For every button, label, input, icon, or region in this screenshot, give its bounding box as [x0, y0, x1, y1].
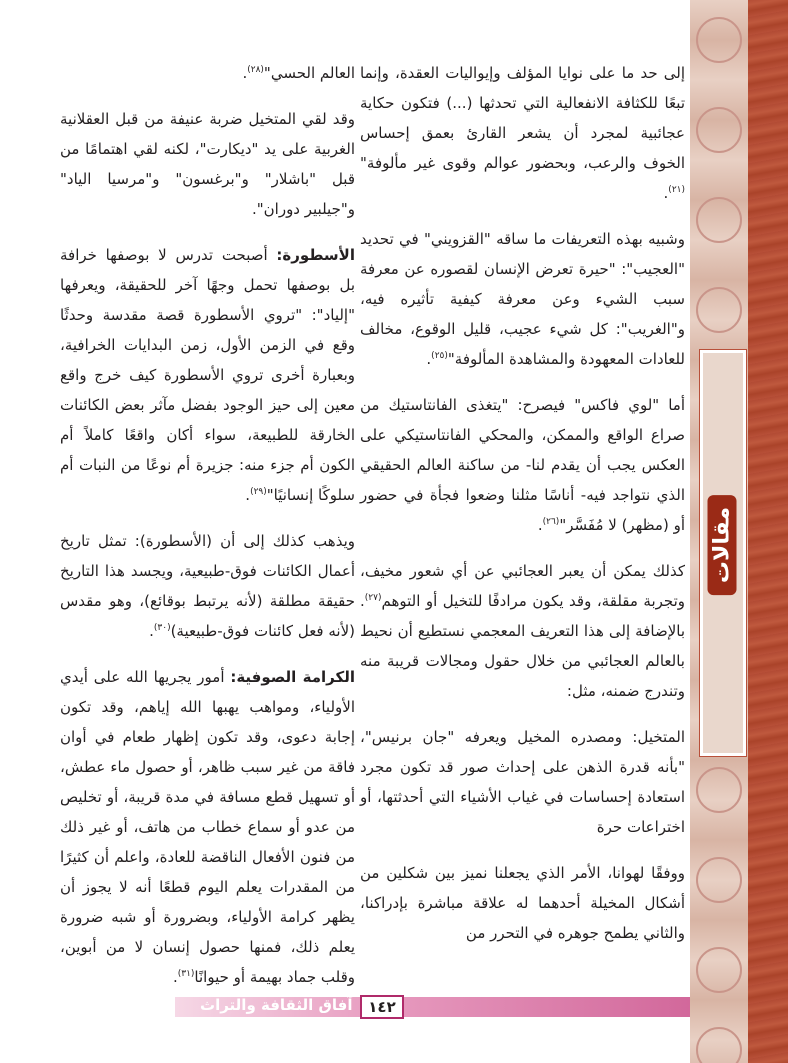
- paragraph-text: المتخيل: ومصدره المخيل ويعرفه "جان برنيس"، "بأنه قدرة الذهن على إحداث صور قد تكون مجرد استعادة إحساسات في غياب الأشياء التي أحدثتها، أو اختراعات حرة: [360, 728, 685, 836]
- page-number: ١٤٢: [360, 995, 404, 1019]
- footnote-ref: (٢٨): [247, 65, 264, 75]
- paragraph-text: وقد لقي المتخيل ضربة عنيفة من قبل العقلانية الغربية على يد "ديكارت"، لكنه لقي اهتمامًا من قبل "باشلار" و"برغسون" و"مرسيا الياد" و"جيلبير دوران".: [60, 110, 355, 218]
- footnote-ref: (٢٧): [364, 593, 382, 603]
- paragraph-text: ووفقًا لهوانا، الأمر الذي يجعلنا نميز بين شكلين من أشكال المخيلة أحدهما له علاقة مباشرة بإدراكنا، والثاني يطمح جوهره في التحرر من: [360, 864, 685, 942]
- paragraph-text: وشبيه بهذه التعريفات ما ساقه "القزويني" في تحديد "العجيب": "حيرة تعرض الإنسان لقصوره عن معرفة سبب الشيء وعن معرفة كيفية تأثيره فيه، و"الغريب": كل شيء عجيب، قليل الوقوع، مخالف للعادات المعهودة والمشاهدة المألوفة": [360, 230, 685, 368]
- paragraph-text: أما "لوي فاكس" فيصرح: "يتغذى الفانتاستيك من صراع الواقع والممكن، والمحكي الفانتاستيكي على العكس يجب أن يقدم لنا- من ساكنة العالم الحقيقي الذي نتواجد فيه- أناسًا مثلنا وضعوا فجأة في حضور أو (مظهر) لا مُفَسَّر": [360, 396, 685, 534]
- footnote-ref: (٢٩): [250, 487, 267, 497]
- paragraph: [360, 722, 685, 842]
- term-heading: الكرامة الصوفية:: [230, 668, 355, 686]
- term-heading: الأسطورة:: [276, 246, 355, 264]
- footnote-ref: (٢٥): [431, 351, 448, 361]
- paragraph-text: إلى حد ما على نوايا المؤلف وإيواليات العقدة، وإنما تبعًا للكثافة الانفعالية التي تحدثها (...) فتكون حكاية عجائبية لمجرد أن يشعر القارئ بعمق إحساس الخوف والرعب، وبحضور عوالم وقوى غير مألوفة": [360, 64, 685, 172]
- footnote-ref: (٢١): [668, 185, 685, 195]
- paragraph: الأسطورة: أصبحت تدرس لا بوصفها خرافة بل بوصفها تحمل وجهًا آخر للحقيقة، ويعرفها "إلياد": "تروي الأسطورة قصة مقدسة وحدثًا وقع في الزمن الأول، زمن البدايات الخرافية، وبعبارة أخرى تروي الأسطورة كيف خرج واقع معين إلى حيز الوجود بفضل مآثر بعض الكائنات الخارقة للطبيعة، سواء أكان واقعًا كاملاً أم الكون أم جزء منه: جزيرة أم نوعًا من النبات أم سلوكًا إنسانيًا"$^{(٢٩)}$.: [60, 246, 355, 504]
- left-text-column: [60, 58, 355, 1008]
- footer-title: آفاق الثقافة والتراث: [200, 996, 353, 1014]
- paragraph: الكرامة الصوفية: أمور يجريها الله على أيدي الأولياء، ومواهب يهبها الله إياهم، وقد تكون إجابة دعوى، وقد تكون إظهار طعام في أوان فاقة من غير سبب ظاهر، أو حصول ماء عطش، أو تسهيل قطع مسافة في مدة قريبة، أو تخليص من عدو أو سماع خطاب من هاتف، أو غير ذلك من فنون الأفعال الناقضة للعادة، واعلم أن كثيرًا من المقدرات يعلم اليوم قطعًا أنه لا يجوز أن يظهر كرامة الأولياء، وبضرورة أو شبه ضرورة يعلم ذلك، فمنها حصول إنسان لا من أبوين، وقلب جماد بهيمة أو حيوانًا$^{(٣١)}$.: [60, 668, 355, 986]
- section-label: مقالات: [708, 495, 737, 595]
- paragraph: [360, 556, 685, 706]
- footnote-ref: (٣٠): [153, 623, 171, 633]
- paragraph: [60, 104, 355, 224]
- paragraph-text: أصبحت تدرس لا بوصفها خرافة بل بوصفها تحمل وجهًا آخر للحقيقة، ويعرفها "إلياد": "تروي الأسطورة قصة مقدسة وحدثًا وقع في الزمن الأول، زمن البدايات الخرافية، وبعبارة أخرى تروي الأسطورة كيف خرج واقع معين إلى حيز الوجود بفضل مآثر بعض الكائنات الخارقة للطبيعة، سواء أكان واقعًا كاملاً أم الكون أم جزء منه: جزيرة أم نوعًا من النبات أم سلوكًا إنسانيًا": [60, 246, 355, 504]
- footnote-ref: (٢٦): [542, 517, 560, 527]
- paragraph-text: أمور يجريها الله على أيدي الأولياء، ومواهب يهبها الله إياهم، وقد تكون إجابة دعوى، وقد تكون إظهار طعام في أوان فاقة من غير سبب ظاهر، أو حصول ماء عطش، أو تسهيل قطع مسافة في مدة قريبة، أو تخليص من عدو أو سماع خطاب من هاتف، أو غير ذلك من فنون الأفعال الناقضة للعادة، واعلم أن كثيرًا من المقدرات يعلم اليوم قطعًا أنه لا يجوز أن يظهر كرامة الأولياء، وبضرورة أو شبه ضرورة يعلم ذلك، فمنها حصول إنسان لا من أبوين، وقلب جماد بهيمة أو حيوانًا: [60, 668, 355, 986]
- paragraph: العالم الحسي"$^{(٢٨)}$.: [242, 64, 355, 82]
- paragraph: ويذهب كذلك إلى أن (الأسطورة): تمثل تاريخ أعمال الكائنات فوق-طبيعية، ويجسد هذا التاريخ حقيقة مطلقة (لأنه يرتبط بوقائع)، وهو مقدس (لأنه فعل كائنات فوق-طبيعية)$^{(٣٠)}$.: [60, 532, 355, 640]
- paragraph-text: العالم الحسي": [263, 64, 355, 82]
- paragraph: أما "لوي فاكس" فيصرح: "يتغذى الفانتاستيك من صراع الواقع والممكن، والمحكي الفانتاستيكي على العكس يجب أن يقدم لنا- من ساكنة العالم الحقيقي الذي نتواجد فيه- أناسًا مثلنا وضعوا فجأة في حضور أو (مظهر) لا مُفَسَّر"$^{(٢٦)}$.: [360, 396, 685, 534]
- paragraph-text: ويذهب كذلك إلى أن (الأسطورة): تمثل تاريخ أعمال الكائنات فوق-طبيعية، ويجسد هذا التاريخ حقيقة مطلقة (لأنه يرتبط بوقائع)، وهو مقدس (لأنه فعل كائنات فوق-طبيعية): [60, 532, 355, 640]
- right-text-column: [360, 58, 685, 964]
- paragraph: إلى حد ما على نوايا المؤلف وإيواليات العقدة، وإنما تبعًا للكثافة الانفعالية التي تحدثها (...) فتكون حكاية عجائبية لمجرد أن يشعر القارئ بعمق إحساس الخوف والرعب، وبحضور عوالم وقوى غير مألوفة"$^{(٢١)}$.: [360, 64, 685, 202]
- paragraph-text: . بالإضافة إلى هذا التعريف المعجمي نستطيع أن نحيط بالعالم العجائبي من خلال حقول ومجالات قريبة منه وتندرج ضمنه، مثل:: [360, 592, 685, 700]
- paragraph: [360, 858, 685, 948]
- footnote-ref: (٣١): [177, 969, 195, 979]
- paragraph-text: كذلك يمكن أن يعبر العجائبي عن أي شعور مخيف، وتجربة مقلقة، وقد يكون مرادفًا للتخيل أو التوهم: [360, 562, 685, 610]
- paragraph: وشبيه بهذه التعريفات ما ساقه "القزويني" في تحديد "العجيب": "حيرة تعرض الإنسان لقصوره عن معرفة سبب الشيء وعن معرفة كيفية تأثيره فيه، و"الغريب": كل شيء عجيب، قليل الوقوع، مخالف للعادات المعهودة والمشاهدة المألوفة"$^{(٢٥)}$.: [360, 230, 685, 368]
